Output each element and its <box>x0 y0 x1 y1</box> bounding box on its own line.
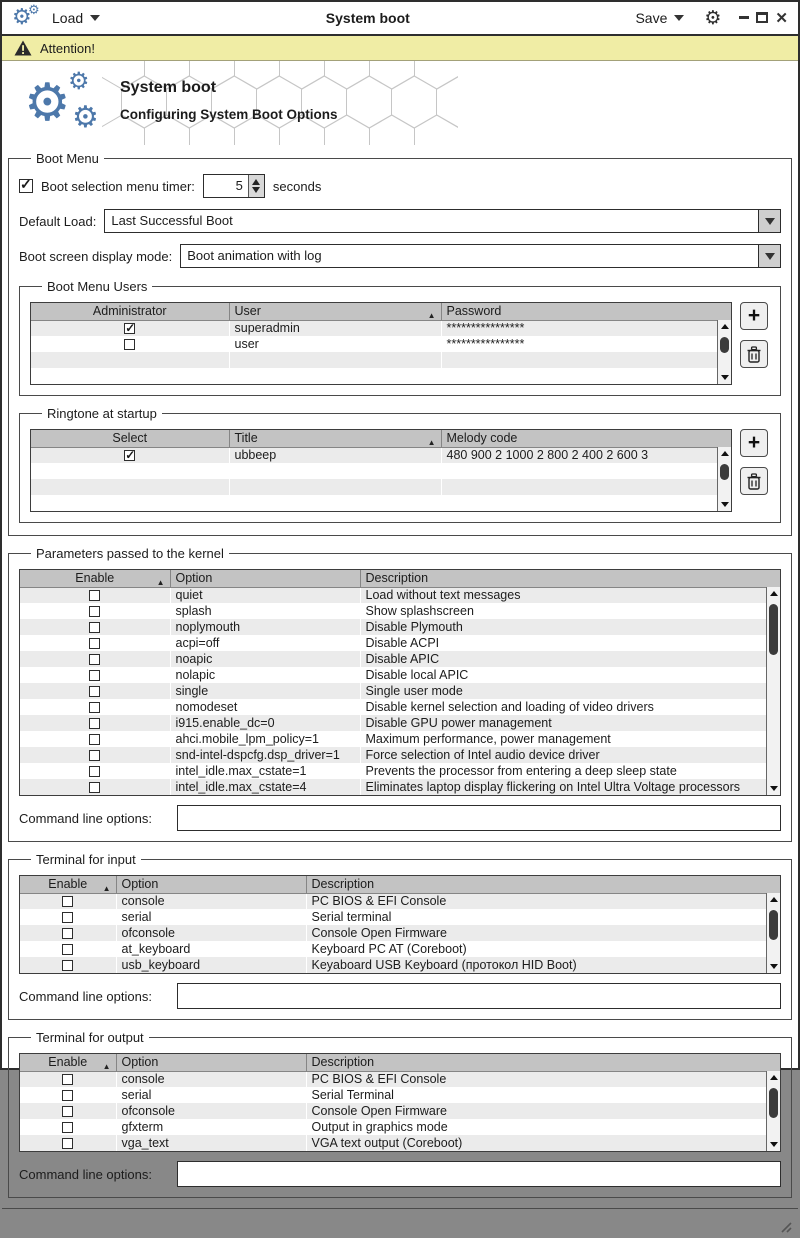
row-checkbox[interactable] <box>62 1090 73 1101</box>
table-row[interactable] <box>20 747 780 763</box>
column-header-melody[interactable]: Melody code <box>441 430 731 447</box>
users-table <box>30 302 732 385</box>
minimize-button[interactable] <box>739 16 749 19</box>
boot-timer-label: Boot selection menu timer: <box>41 178 195 194</box>
table-row[interactable] <box>20 941 780 957</box>
cell-option: ofconsole <box>121 926 176 940</box>
scroll-down-icon[interactable] <box>767 1138 780 1151</box>
row-checkbox[interactable] <box>89 766 100 777</box>
row-checkbox[interactable] <box>89 654 100 665</box>
terminal-input-cmdline-label: Command line options: <box>19 988 152 1004</box>
table-row[interactable] <box>20 1087 780 1103</box>
column-header-description[interactable]: Description <box>360 570 780 587</box>
spin-up-icon[interactable] <box>252 179 260 185</box>
default-load-label: Default Load: <box>19 213 97 229</box>
table-row[interactable] <box>31 320 731 336</box>
row-checkbox[interactable] <box>62 928 73 939</box>
honeycomb-decoration <box>102 61 458 145</box>
table-row[interactable] <box>20 1103 780 1119</box>
add-user-button[interactable] <box>740 302 768 330</box>
kernel-params-table <box>19 569 781 796</box>
column-header-option[interactable]: Option <box>116 876 306 893</box>
chevron-down-icon <box>674 15 684 21</box>
table-row[interactable] <box>20 1135 780 1151</box>
ringtone-scrollbar[interactable] <box>717 447 731 511</box>
column-header-password[interactable]: Password <box>441 303 731 320</box>
boot-menu-section <box>8 151 792 536</box>
terminal-output-scrollbar[interactable] <box>766 1071 780 1151</box>
scroll-up-icon[interactable] <box>767 893 780 906</box>
settings-gear-icon[interactable]: ⚙ <box>704 6 722 29</box>
cell-password: **************** <box>446 337 525 351</box>
cell-description: Serial terminal <box>311 910 392 924</box>
cell-description: Output in graphics mode <box>311 1120 448 1134</box>
cell-option: vga_text <box>121 1136 169 1150</box>
scroll-up-icon[interactable] <box>718 320 731 333</box>
cell-option: serial <box>121 1088 152 1102</box>
scroll-thumb[interactable] <box>720 337 729 353</box>
trash-icon <box>746 346 762 363</box>
table-row[interactable] <box>31 368 731 384</box>
sort-ascending-icon <box>157 574 165 587</box>
default-load-value: Last Successful Boot <box>111 213 233 228</box>
table-row[interactable] <box>20 731 780 747</box>
cell-option: console <box>121 1072 165 1087</box>
sort-ascending-icon <box>103 1058 111 1071</box>
default-load-select[interactable] <box>104 209 781 233</box>
cell-description: Load without text messages <box>365 588 521 603</box>
boot-timer-spinner[interactable] <box>203 174 265 198</box>
cell-option: serial <box>121 910 152 924</box>
row-checkbox[interactable] <box>124 339 135 350</box>
row-checkbox[interactable] <box>89 670 100 681</box>
terminal-input-cmdline-input[interactable] <box>177 983 781 1009</box>
row-checkbox[interactable] <box>89 622 100 633</box>
row-checkbox[interactable] <box>124 323 135 334</box>
ringtone-section <box>19 406 781 523</box>
cell-description: Disable kernel selection and loading of video drivers <box>365 700 654 714</box>
cell-option: ahci.mobile_lpm_policy=1 <box>175 732 319 746</box>
kernel-params-legend: Parameters passed to the kernel <box>36 546 224 561</box>
terminal-input-scrollbar[interactable] <box>766 893 780 973</box>
table-row[interactable] <box>20 715 780 731</box>
table-row[interactable] <box>20 893 780 909</box>
plus-icon: + <box>747 303 761 327</box>
cell-description: Console Open Firmware <box>311 1104 447 1118</box>
scroll-down-icon[interactable] <box>718 371 731 384</box>
table-row[interactable] <box>20 699 780 715</box>
load-menu-button[interactable] <box>46 6 106 30</box>
save-menu-button[interactable] <box>629 6 690 30</box>
boot-timer-checkbox[interactable] <box>19 179 33 193</box>
table-row[interactable] <box>31 495 731 511</box>
kernel-cmdline-label: Command line options: <box>19 810 152 826</box>
row-checkbox[interactable] <box>62 960 73 971</box>
cell-description: Disable Plymouth <box>365 620 463 634</box>
boot-menu-users-section <box>19 279 781 396</box>
cell-option: i915.enable_dc=0 <box>175 716 275 730</box>
titlebar <box>2 2 798 36</box>
attention-label: Attention! <box>40 40 95 56</box>
cell-description: Eliminates laptop display flickering on Intel Ultra Voltage processors <box>365 780 740 794</box>
column-header-enable[interactable]: Enable ▲ <box>20 570 170 587</box>
table-row[interactable] <box>20 909 780 925</box>
boot-timer-value: 5 <box>235 178 243 193</box>
column-header-description[interactable]: Description <box>306 1054 780 1071</box>
scroll-up-icon[interactable] <box>767 1071 780 1084</box>
row-checkbox[interactable] <box>62 896 73 907</box>
cell-option: console <box>121 894 165 909</box>
table-row[interactable] <box>20 651 780 667</box>
cell-description: Disable ACPI <box>365 636 440 650</box>
cell-user: user <box>234 337 259 351</box>
cell-option: snd-intel-dspcfg.dsp_driver=1 <box>175 748 340 762</box>
scroll-down-icon[interactable] <box>767 782 780 795</box>
table-row[interactable] <box>20 779 780 795</box>
cell-description: Show splashscreen <box>365 604 474 618</box>
table-row[interactable] <box>20 587 780 603</box>
row-checkbox[interactable] <box>89 702 100 713</box>
terminal-output-legend: Terminal for output <box>36 1030 144 1045</box>
cell-description: Single user mode <box>365 684 463 698</box>
column-header-enable[interactable]: Enable ▲ <box>20 1054 116 1071</box>
cell-description: Serial Terminal <box>311 1088 394 1102</box>
row-checkbox[interactable] <box>89 718 100 729</box>
table-row[interactable] <box>31 463 731 479</box>
kernel-scrollbar[interactable] <box>766 587 780 795</box>
row-checkbox[interactable] <box>89 590 100 601</box>
boot-menu-legend: Boot Menu <box>36 151 99 166</box>
cell-option: noapic <box>175 652 213 666</box>
page-title: System boot <box>120 79 217 96</box>
scroll-thumb[interactable] <box>769 1088 778 1118</box>
row-checkbox[interactable] <box>124 450 135 461</box>
table-row[interactable] <box>20 763 780 779</box>
terminal-output-cmdline-label: Command line options: <box>19 1166 152 1182</box>
save-menu-label: Save <box>635 10 668 26</box>
boot-timer-unit: seconds <box>272 178 322 194</box>
table-row[interactable] <box>31 336 731 352</box>
cell-description: Disable local APIC <box>365 668 469 682</box>
cell-description: Console Open Firmware <box>311 926 447 940</box>
cell-description: Keyboard PC AT (Coreboot) <box>311 942 467 956</box>
scroll-thumb[interactable] <box>769 910 778 940</box>
chevron-down-icon <box>765 253 775 260</box>
table-row[interactable] <box>20 667 780 683</box>
table-row[interactable] <box>20 635 780 651</box>
column-header-option[interactable]: Option <box>170 570 360 587</box>
table-row[interactable] <box>20 1119 780 1135</box>
row-checkbox[interactable] <box>62 912 73 923</box>
app-logo-gears-icon: ⚙ ⚙ ⚙ <box>24 67 99 135</box>
row-checkbox[interactable] <box>62 1138 73 1149</box>
delete-ringtone-button[interactable] <box>740 467 768 495</box>
load-menu-label: Load <box>52 10 84 26</box>
terminal-input-section <box>8 852 792 1020</box>
column-header-option[interactable]: Option <box>116 1054 306 1071</box>
terminal-output-table <box>19 1053 781 1152</box>
terminal-output-cmdline-input[interactable] <box>177 1161 781 1187</box>
page-subtitle: Configuring System Boot Options <box>120 107 338 122</box>
cell-description: Force selection of Intel audio device driver <box>365 748 600 762</box>
table-row[interactable] <box>20 683 780 699</box>
row-checkbox[interactable] <box>89 734 100 745</box>
dropdown-button[interactable] <box>758 210 780 232</box>
display-mode-select[interactable] <box>180 244 781 268</box>
cell-melody: 480 900 2 1000 2 800 2 400 2 600 3 <box>446 448 649 463</box>
cell-description: Maximum performance, power management <box>365 732 611 746</box>
cell-option: noplymouth <box>175 620 241 634</box>
terminal-output-section <box>8 1030 792 1198</box>
close-button[interactable]: ✕ <box>775 9 788 27</box>
spin-down-icon[interactable] <box>252 187 260 193</box>
table-row[interactable] <box>31 447 731 463</box>
app-gears-icon: ⚙ ⚙ <box>12 3 40 30</box>
row-checkbox[interactable] <box>89 686 100 697</box>
warning-triangle-icon <box>14 40 32 56</box>
cell-description: PC BIOS & EFI Console <box>311 1072 447 1087</box>
kernel-cmdline-input[interactable] <box>177 805 781 831</box>
scroll-down-icon[interactable] <box>718 498 731 511</box>
table-row[interactable] <box>20 957 780 973</box>
trash-icon <box>746 473 762 490</box>
cell-option: usb_keyboard <box>121 958 201 972</box>
cell-description: VGA text output (Coreboot) <box>311 1136 463 1150</box>
column-header-user[interactable]: User ▲ <box>229 303 441 320</box>
cell-description: Disable APIC <box>365 652 440 666</box>
cell-option: at_keyboard <box>121 942 191 956</box>
column-header-administrator[interactable]: Administrator <box>31 303 229 320</box>
cell-option: quiet <box>175 588 203 603</box>
display-mode-value: Boot animation with log <box>187 248 322 263</box>
page-header <box>2 61 798 147</box>
table-row[interactable] <box>20 603 780 619</box>
status-bar <box>2 1208 798 1238</box>
resize-grip-icon[interactable] <box>778 1219 792 1233</box>
cell-description: Disable GPU power management <box>365 716 552 730</box>
sort-ascending-icon <box>428 434 436 447</box>
row-checkbox[interactable] <box>62 1074 73 1085</box>
scroll-thumb[interactable] <box>769 604 778 655</box>
delete-user-button[interactable] <box>740 340 768 368</box>
row-checkbox[interactable] <box>62 1106 73 1117</box>
column-header-select[interactable]: Select <box>31 430 229 447</box>
chevron-down-icon <box>765 218 775 225</box>
table-row[interactable] <box>20 925 780 941</box>
cell-option: intel_idle.max_cstate=1 <box>175 764 307 778</box>
kernel-params-section <box>8 546 792 842</box>
scroll-up-icon[interactable] <box>718 447 731 460</box>
cell-title: ubbeep <box>234 448 277 463</box>
cell-option: nolapic <box>175 668 216 682</box>
cell-option: intel_idle.max_cstate=4 <box>175 780 307 794</box>
cell-option: ofconsole <box>121 1104 176 1118</box>
ringtone-table <box>30 429 732 512</box>
cell-description: Prevents the processor from entering a deep sleep state <box>365 764 677 778</box>
row-checkbox[interactable] <box>62 944 73 955</box>
row-checkbox[interactable] <box>89 638 100 649</box>
sort-ascending-icon <box>428 307 436 320</box>
row-checkbox[interactable] <box>89 750 100 761</box>
attention-bar <box>2 36 798 61</box>
row-checkbox[interactable] <box>89 782 100 793</box>
cell-password: **************** <box>446 321 525 336</box>
cell-description: Keyaboard USB Keyboard (протокол HID Boot) <box>311 958 577 972</box>
cell-option: nomodeset <box>175 700 238 714</box>
terminal-input-table <box>19 875 781 974</box>
cell-option: gfxterm <box>121 1120 164 1134</box>
users-scrollbar[interactable] <box>717 320 731 384</box>
table-row[interactable] <box>31 352 731 368</box>
cell-option: single <box>175 684 209 698</box>
cell-description: PC BIOS & EFI Console <box>311 894 447 909</box>
plus-icon: + <box>747 430 761 454</box>
maximize-button[interactable] <box>756 12 768 23</box>
window-title: System boot <box>325 10 410 26</box>
row-checkbox[interactable] <box>62 1122 73 1133</box>
row-checkbox[interactable] <box>89 606 100 617</box>
column-header-description[interactable]: Description <box>306 876 780 893</box>
scroll-up-icon[interactable] <box>767 587 780 600</box>
sort-ascending-icon <box>103 880 111 893</box>
display-mode-label: Boot screen display mode: <box>19 248 173 264</box>
scroll-thumb[interactable] <box>720 464 729 480</box>
column-header-title[interactable]: Title ▲ <box>229 430 441 447</box>
dropdown-button[interactable] <box>758 245 780 267</box>
add-ringtone-button[interactable] <box>740 429 768 457</box>
ringtone-legend: Ringtone at startup <box>47 406 157 421</box>
cell-option: acpi=off <box>175 636 220 650</box>
cell-option: splash <box>175 604 212 618</box>
table-row[interactable] <box>31 479 731 495</box>
column-header-enable[interactable]: Enable ▲ <box>20 876 116 893</box>
chevron-down-icon <box>90 15 100 21</box>
scroll-down-icon[interactable] <box>767 960 780 973</box>
table-row[interactable] <box>20 1071 780 1087</box>
cell-user: superadmin <box>234 321 300 336</box>
boot-menu-users-legend: Boot Menu Users <box>47 279 148 294</box>
table-row[interactable] <box>20 619 780 635</box>
terminal-input-legend: Terminal for input <box>36 852 136 867</box>
